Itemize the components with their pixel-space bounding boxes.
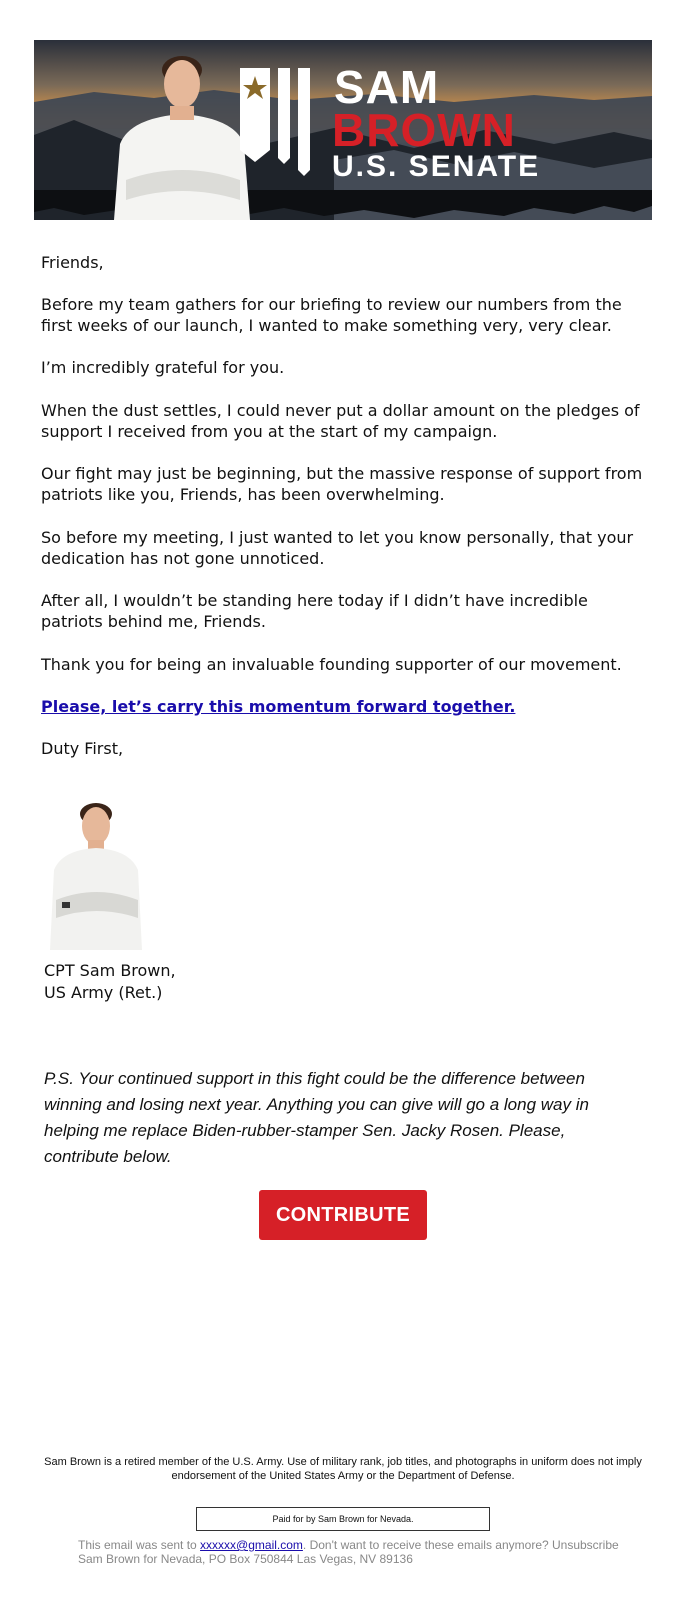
signature-block <box>44 960 176 1004</box>
email-footer <box>78 1538 668 1566</box>
momentum-link[interactable]: Please, let’s carry this momentum forward together. <box>41 697 516 716</box>
military-disclaimer: Sam Brown is a retired member of the U.S. Army. Use of military rank, job titles, and photographs in uniform does not imply endorsement of the United States Army or the Department of Defense. <box>44 1456 642 1482</box>
paragraph-pledges: When the dust settles, I could never put a dollar amount on the pledges of support I received from you at the start of my campaign. <box>41 401 640 441</box>
signature-photo <box>44 800 148 950</box>
cta-paragraph <box>41 696 651 717</box>
greeting: Friends, <box>41 253 104 272</box>
paragraph-thank-you: Thank you for being an invaluable founding supporter of our movement. <box>41 655 622 674</box>
signoff: Duty First, <box>41 739 124 758</box>
header-banner <box>34 40 652 220</box>
contribute-button[interactable]: CONTRIBUTE <box>259 1190 427 1240</box>
sent-to-prefix: This email was sent to <box>78 1538 201 1552</box>
paragraph-briefing: Before my team gathers for our briefing to review our numbers from the first weeks of our launch, I wanted to make something very, very clear. <box>41 295 622 335</box>
logo-sam: SAM <box>334 61 440 113</box>
paragraph-grateful: I’m incredibly grateful for you. <box>41 358 285 377</box>
paragraph-dedication: So before my meeting, I just wanted to let you know personally, that your dedication has not gone unnoticed. <box>41 528 634 568</box>
paid-for-box: Paid for by Sam Brown for Nevada. <box>196 1507 490 1531</box>
logo-brown: BROWN <box>332 104 516 156</box>
unsubscribe-text[interactable]: . Don't want to receive these emails anymore? Unsubscribe <box>302 1538 619 1552</box>
signature-name: CPT Sam Brown, <box>44 961 176 980</box>
signature-rank: US Army (Ret.) <box>44 983 163 1002</box>
mailing-address: Sam Brown for Nevada, PO Box 750844 Las Vegas, NV 89136 <box>78 1552 413 1566</box>
paragraph-patriots: After all, I wouldn’t be standing here today if I didn’t have incredible patriots behind me, Friends. <box>41 591 588 631</box>
recipient-email-link[interactable]: xxxxxx@gmail.com <box>200 1538 303 1552</box>
logo-us-senate: U.S. SENATE <box>332 150 541 183</box>
postscript: P.S. Your continued support in this fight could be the difference between winning and losing next year. Anything you can give will go a long way in helping me replace Biden-rubber-stamper Sen. Jacky Rosen. Please, contribute below. <box>44 1069 589 1166</box>
paragraph-fight: Our fight may just be beginning, but the massive response of support from patriots like you, Friends, has been overwhelming. <box>41 464 643 504</box>
